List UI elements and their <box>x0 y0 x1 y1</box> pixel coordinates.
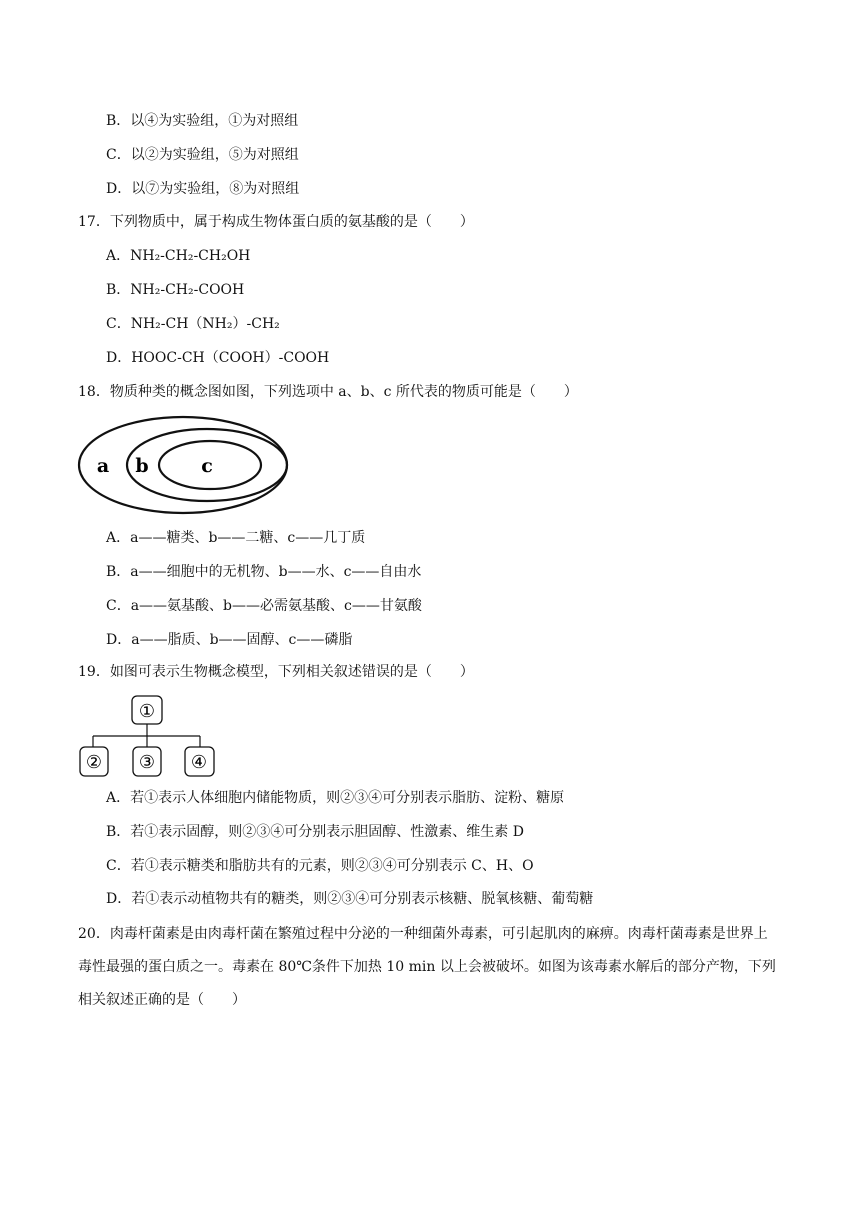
q19-option-b: B．若①表示固醇，则②③④可分别表示胆固醇、性激素、维生素 D <box>106 824 524 840</box>
q20-stem: 20．肉毒杆菌素是由肉毒杆菌在繁殖过程中分泌的一种细菌外毒素，可引起肌肉的麻痹。肉毒杆菌毒素是世界上毒性最强的蛋白质之一。毒素在 80℃条件下加热 10 min 以上会被破坏。如图为该毒素水解后的部分产物，下列相关叙述正确的是（ ） <box>78 926 776 1008</box>
label-1: ① <box>138 701 156 722</box>
q18-option-a: A．a——糖类、b——二糖、c——几丁质 <box>106 530 366 546</box>
q19-option-a: A．若①表示人体细胞内储能物质，则②③④可分别表示脂肪、淀粉、糖原 <box>106 790 565 806</box>
label-4: ④ <box>190 752 208 773</box>
q18-option-b: B．a——细胞中的无机物、b——水、c——自由水 <box>106 564 422 580</box>
q18-option-c: C．a——氨基酸、b——必需氨基酸、c——甘氨酸 <box>106 598 422 614</box>
q16-option-c: C．以②为实验组，⑤为对照组 <box>106 147 299 163</box>
q16-option-d: D．以⑦为实验组，⑧为对照组 <box>106 181 300 197</box>
q19-option-c: C．若①表示糖类和脂肪共有的元素，则②③④可分别表示 C、H、O <box>106 858 534 874</box>
label-3: ③ <box>138 752 156 773</box>
label-a: a <box>96 455 110 477</box>
q18-concept-ellipse-diagram <box>76 414 292 516</box>
q18-stem: 18．物质种类的概念图如图，下列选项中 a、b、c 所代表的物质可能是（ ） <box>78 384 578 400</box>
q19-concept-tree-diagram <box>78 694 218 780</box>
q19-option-d: D．若①表示动植物共有的糖类，则②③④可分别表示核糖、脱氧核糖、葡萄糖 <box>106 891 594 907</box>
label-2: ② <box>85 752 103 773</box>
label-b: b <box>135 455 149 477</box>
q17-option-a: A．NH₂-CH₂-CH₂OH <box>106 248 251 264</box>
q16-option-b: B．以④为实验组，①为对照组 <box>106 113 299 129</box>
q17-option-b: B．NH₂-CH₂-COOH <box>106 282 245 298</box>
label-c: c <box>201 455 213 477</box>
q17-stem: 17．下列物质中，属于构成生物体蛋白质的氨基酸的是（ ） <box>78 214 474 230</box>
q17-option-d: D．HOOC-CH（COOH）-COOH <box>106 350 330 366</box>
q18-option-d: D．a——脂质、b——固醇、c——磷脂 <box>106 632 353 648</box>
q17-option-c: C．NH₂-CH（NH₂）-CH₂ <box>106 316 280 332</box>
q19-stem: 19．如图可表示生物概念模型，下列相关叙述错误的是（ ） <box>78 664 474 680</box>
